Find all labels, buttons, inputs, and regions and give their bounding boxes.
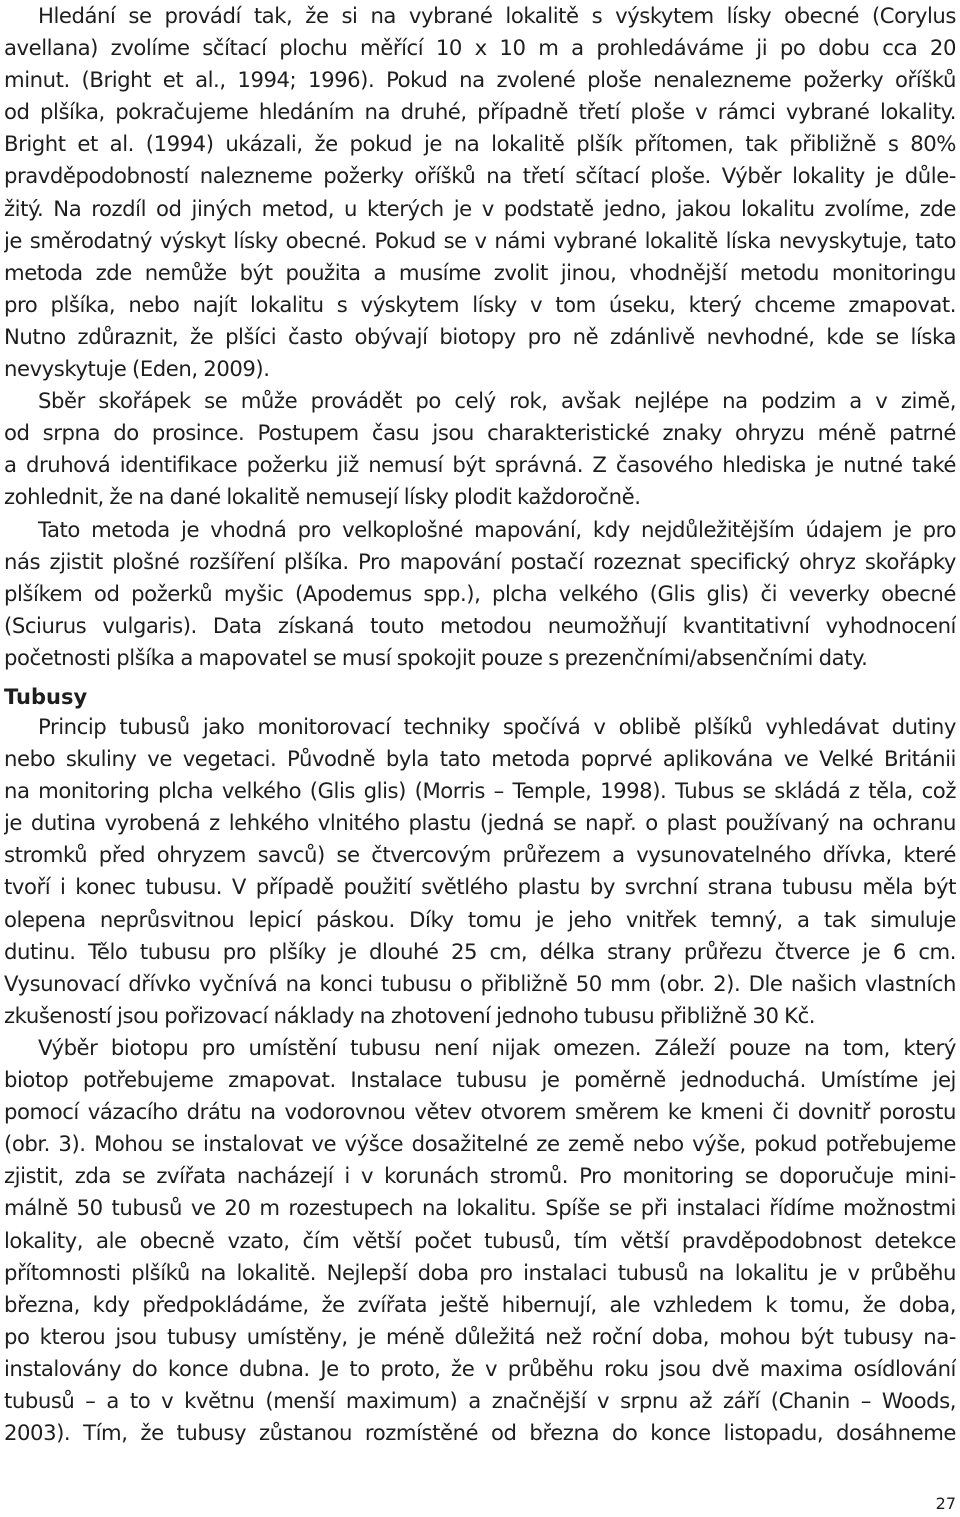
text-line: pomocí vázacího drátu na vodorovnou větev otvorem směrem ke kmeni či dovnitř porostu <box>4 1099 956 1125</box>
text-line: od srpna do prosince. Postupem času jsou charakteristické znaky ohryzu méně patrné <box>4 420 956 446</box>
text-line: od plšíka, pokračujeme hledáním na druhé, případně třetí ploše v rámci vybrané lokality. <box>4 99 956 125</box>
text-line: pravděpodobností nalezneme požerky oříšků na třetí sčítací ploše. Výběr lokality je důle- <box>4 163 956 189</box>
text-line: Tato metoda je vhodná pro velkoplošné mapování, kdy nejdůležitějším údajem je pro <box>38 516 956 542</box>
body-text-top <box>4 0 956 674</box>
text-line: března, kdy předpokládáme, že zvířata ještě hibernují, ale vzhledem k tomu, že doba, <box>4 1291 956 1317</box>
text-line: lokality, ale obecně vzato, čím větší počet tubusů, tím větší pravděpodobnost detekce <box>4 1227 956 1253</box>
page-number: 27 <box>935 1494 956 1513</box>
text-line: zjistit, zda se zvířata nacházejí i v korunách stromů. Pro monitoring se doporučuje mini- <box>4 1163 956 1189</box>
text-line: po kterou jsou tubusy umístěny, je méně důležitá než roční doba, mohou být tubusy na- <box>4 1323 956 1349</box>
text-line: minut. (Bright et al., 1994; 1996). Pokud na zvolené ploše nenalezneme požerky oříšků <box>4 67 956 93</box>
text-line: dutinu. Tělo tubusu pro plšíky je dlouhé 25 cm, délka strany průřezu čtverce je 6 cm. <box>4 938 956 964</box>
text-line: Nutno zdůraznit, že plšíci často obývají biotopy pro ně zdánlivě nevhodné, kde se líska <box>4 323 956 349</box>
text-line: zohlednit, že na dané lokalitě nemusejí lísky plodit každoročně. <box>4 484 641 510</box>
text-line: stromků před ohryzem savců) se čtvercovým průřezem a vysunovatelného dřívka, které <box>4 842 956 868</box>
text-line: pro plšíka, nebo najít lokalitu s výskytem lísky v tom úseku, který chceme zmapovat. <box>4 291 956 317</box>
text-line: a druhová identifikace požerku již nemusí být správná. Z časového hlediska je nutné také <box>4 452 956 478</box>
text-line: Hledání se provádí tak, že si na vybrané lokalitě s výskytem lísky obecné (Corylus <box>38 3 956 28</box>
text-line: málně 50 tubusů ve 20 m rozestupech na lokalitu. Spíše se při instalaci řídíme možnostmi <box>4 1195 956 1221</box>
text-line: početnosti plšíka a mapovatel se musí spokojit pouze s prezenčními/absenčními daty. <box>4 644 868 670</box>
text-line: (Sciurus vulgaris). Data získaná touto metodou neumožňují kvantitativní vyhodnocení <box>4 612 956 638</box>
text-line: nás zjistit plošné rozšíření plšíka. Pro mapování postačí rozeznat specifický ohryz skořápky <box>4 548 956 574</box>
text-line: plšíkem od požerků myšic (Apodemus spp.), plcha velkého (Glis glis) či veverky obecné <box>4 580 956 606</box>
text-line: Sběr skořápek se může provádět po celý rok, avšak nejlépe na podzim a v zimě, <box>38 388 956 414</box>
text-line: nevyskytuje (Eden, 2009). <box>4 356 270 382</box>
text-line: instalovány do konce dubna. Je to proto, že v průběhu roku jsou dvě maxima osídlování <box>4 1355 956 1381</box>
text-line: přítomnosti plšíků na lokalitě. Nejlepší doba pro instalaci tubusů na lokalitu je v průběhu <box>4 1259 956 1285</box>
text-line: Bright et al. (1994) ukázali, že pokud je na lokalitě plšík přítomen, tak přibližně s 80% <box>4 131 956 157</box>
text-line: Vysunovací dřívko vyčnívá na konci tubusu o přibližně 50 mm (obr. 2). Dle našich vlastních <box>4 970 956 996</box>
text-line: olepena neprůsvitnou lepicí páskou. Díky tomu je jeho vnitřek temný, a tak simuluje <box>4 906 956 932</box>
text-line: avellana) zvolíme sčítací plochu měřící 10 x 10 m a prohledáváme ji po dobu cca 20 <box>4 35 956 61</box>
text-line: metoda zde nemůže být použita a musíme zvolit jinou, vhodnější metodu monitoringu <box>4 259 956 285</box>
text-line: žitý. Na rozdíl od jiných metod, u kterých je v podstatě jedno, jakou lokalitu zvolíme, zde <box>4 195 956 221</box>
text-line: Výběr biotopu pro umístění tubusu není nijak omezen. Záleží pouze na tom, který <box>38 1034 956 1060</box>
text-line: 2003). Tím, že tubusy zůstanou rozmístěné od března do konce listopadu, dosáhneme <box>4 1420 956 1446</box>
text-line: biotop potřebujeme zmapovat. Instalace tubusu je poměrně jednoduchá. Umístíme jej <box>4 1067 956 1093</box>
text-line: na monitoring plcha velkého (Glis glis) (Morris – Temple, 1998). Tubus se skládá z těla, což <box>4 778 956 804</box>
text-line: je dutina vyrobená z lehkého vlnitého plastu (jedná se např. o plast používaný na ochranu <box>4 810 956 836</box>
text-line: (obr. 3). Mohou se instalovat ve výšce dosažitelné ze země nebo výše, pokud potřebujeme <box>4 1131 956 1157</box>
section-heading: Tubusy <box>4 685 88 709</box>
text-line: tubusů – a to v květnu (menší maximum) a značnější v srpnu až září (Chanin – Woods, <box>4 1387 956 1413</box>
text-line: je směrodatný výskyt lísky obecné. Pokud se v námi vybrané lokalitě líska nevyskytuje, tato <box>4 227 956 253</box>
text-line: nebo skuliny ve vegetaci. Původně byla tato metoda poprvé aplikována ve Velké Británii <box>4 746 956 772</box>
text-line: tvoří i konec tubusu. V případě použití světlého plastu by svrchní strana tubusu měla být <box>4 874 956 900</box>
body-text-bottom <box>4 711 956 1449</box>
text-line: zkušeností jsou pořizovací náklady na zhotovení jednoho tubusu přibližně 30 Kč. <box>4 1002 816 1028</box>
text-line: Princip tubusů jako monitorovací techniky spočívá v oblibě plšíků vyhledávat dutiny <box>38 714 956 739</box>
